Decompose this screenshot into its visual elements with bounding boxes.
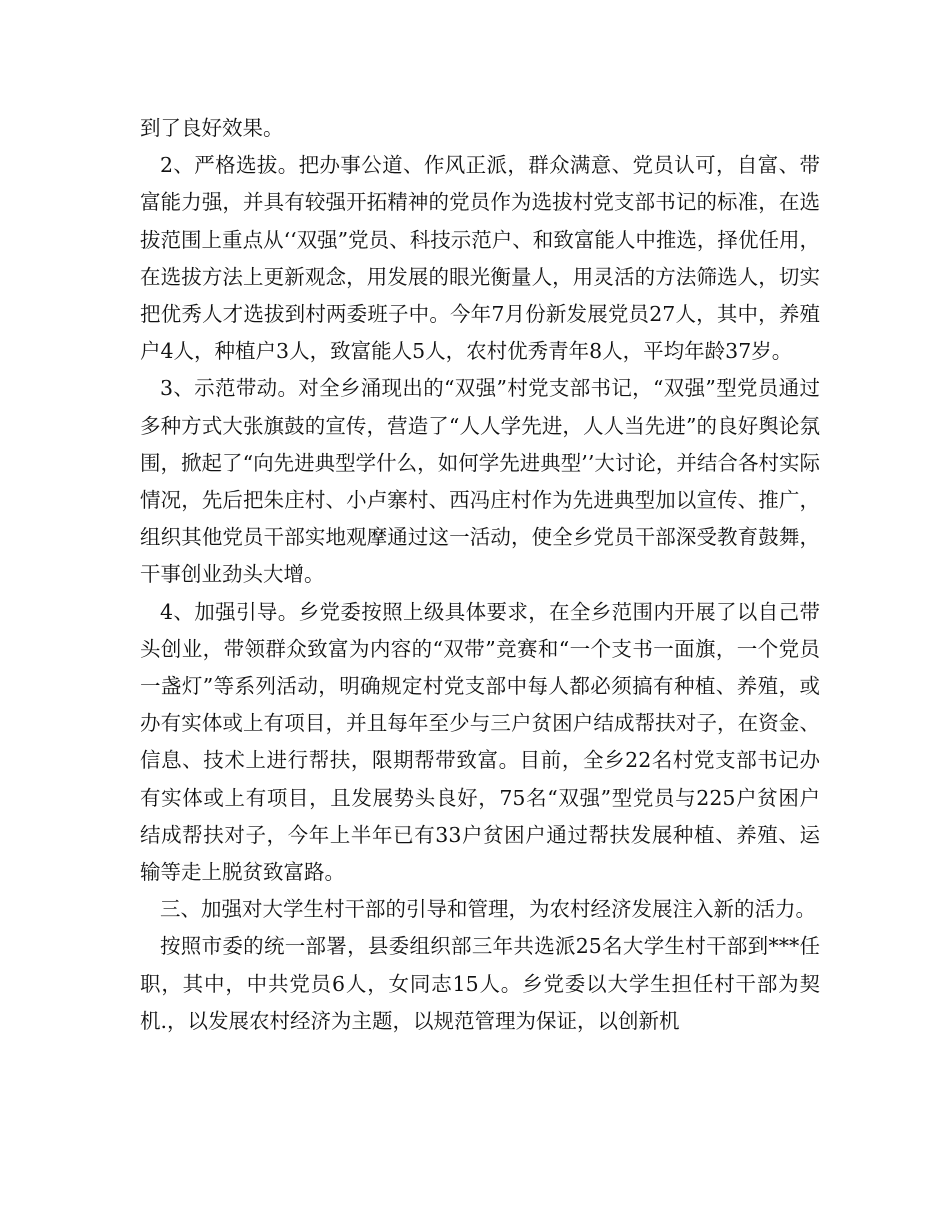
document-body bbox=[140, 110, 820, 1040]
paragraph-college-cadres: 按照市委的统一部署，县委组织部三年共选派25名大学生村干部到***任职，其中，中共党员6人，女同志15人。乡党委以大学生担任村干部为契机.，以发展农村经济为主题，以规范管理为保证，以创新机 bbox=[140, 934, 820, 1033]
paragraph-guidance: 4、加强引导。乡党委按照上级具体要求，在全乡范围内开展了以自己带头创业，带领群众致富为内容的“双带”竞赛和“一个支书一面旗，一个党员一盏灯”等系列活动，明确规定村党支部中每人都必须搞有种植、养殖，或办有实体或上有项目，并且每年至少与三户贫困户结成帮扶对子，在资金、信息、技术上进行帮扶，限期帮带致富。目前，全乡22名村党支部书记办有实体或上有项目，且发展势头良好，75名“双强”型党员与225户贫困户结成帮扶对子，今年上半年已有33户贫困户通过帮扶发展种植、养殖、运输等走上脱贫致富路。 bbox=[140, 599, 820, 885]
paragraph-continuation: 到了良好效果。 bbox=[140, 116, 284, 140]
section-heading-college-cadres: 三、加强对大学生村干部的引导和管理，为农村经济发展注入新的活力。 bbox=[160, 897, 816, 922]
paragraph-demonstration: 3、示范带动。对全乡涌现出的“双强”村党支部书记，“双强”型党员通过多种方式大张旗鼓的宣传，营造了“人人学先进，人人当先进”的良好舆论氛围，掀起了“向先进典型学什么，如何学先进典型’’大讨论，并结合各村实际情况，先后把朱庄村、小卢寨村、西冯庄村作为先进典型加以宣传、推广，组织其他党员干部实地观摩通过这一活动，使全乡党员干部深受教育鼓舞，干事创业劲头大增。 bbox=[140, 376, 820, 587]
paragraph-strict-selection: 2、严格选拔。把办事公道、作风正派，群众满意、党员认可，自富、带富能力强，并具有较强开拓精神的党员作为选拔村党支部书记的标准，在选拔范围上重点从‘‘双强”党员、科技示范户、和致富能人中推选，择优任用，在选拔方法上更新观念，用发展的眼光衡量人，用灵活的方法筛选人，切实把优秀人才选拔到村两委班子中。今年7月份新发展党员27人，其中，养殖户4人，种植户3人，致富能人5人，农村优秀青年8人，平均年龄37岁。 bbox=[140, 153, 820, 364]
